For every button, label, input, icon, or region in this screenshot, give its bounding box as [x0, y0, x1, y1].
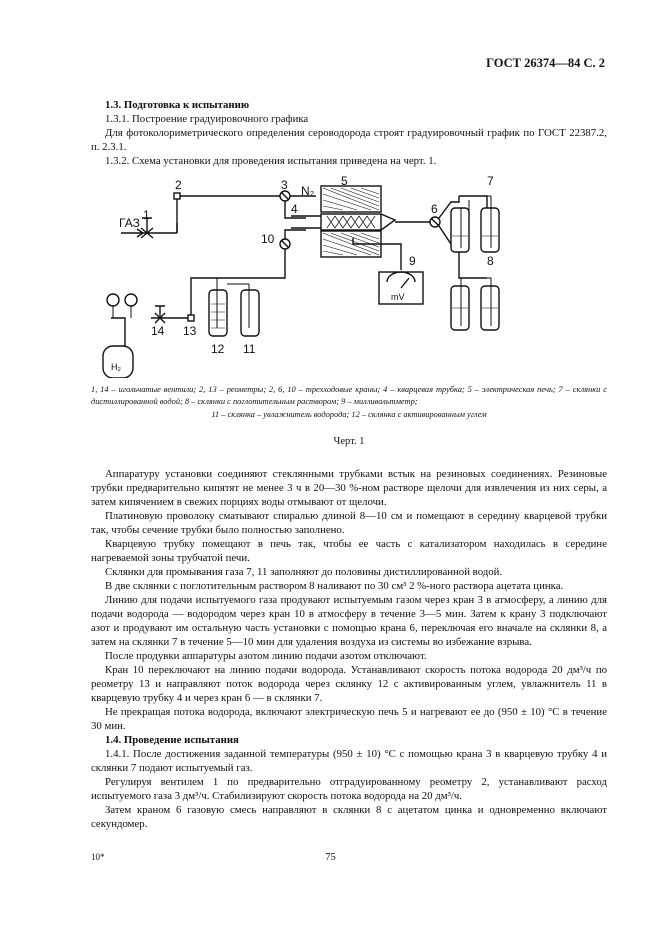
section-1-3-title: 1.3. Подготовка к испытанию: [105, 99, 250, 111]
section-1-3-1: 1.3.1. Построение градуировочного графика: [105, 113, 309, 125]
paragraph: Кварцевую трубку помещают в печь так, чтобы ее часть с катализатором находилась в середине нагреваемой зоны трубчатой печи.: [91, 537, 607, 564]
label-3: 3: [281, 178, 288, 192]
cylinder-pipe: [111, 318, 125, 346]
figure-caption: 1, 14 – игольчатые вентили; 2, 13 – реометры; 2, 6, 10 – трехходовые краны; 4 – кварцевая трубка; 5 – электрическая печь; 7 – склянки с дистиллированной водой; 8 – склянки с поглотительным раствором; 9 – милливольтметр;: [91, 385, 607, 406]
paragraph: Линию для подачи испытуемого газа продувают испытуемым газом через кран 3 в атмосферу, а линию для подачи водорода — водородом через кран 10 в атмосферу в течение 3—5 мин. Затем к крану 3 подключают азот и продувают им остальную часть установки с помощью крана 6, переключая его вначале на склянки 8, а затем на склянки 7 в течение 5—10 мин для удаления воздуха из системы во избежание взрыва.: [91, 593, 607, 648]
paragraph: Платиновую проволоку сматывают спиралью длиной 8—10 см и помещают в середину кварцевой трубки так, чтобы сечение трубки было полностью заполнено.: [91, 509, 607, 536]
valve-14-stem: [155, 306, 165, 318]
rheometer-13: [188, 315, 194, 321]
label-4: 4: [291, 202, 298, 216]
gas-line: [143, 196, 259, 233]
label-13: 13: [183, 324, 197, 338]
paragraph: В две склянки с поглотительным раствором 8 наливают по 30 см³ 2 %-ного раствора ацетата цинка.: [105, 579, 564, 592]
label-12: 12: [211, 342, 225, 356]
rheometer-2: [174, 193, 180, 199]
diagram-drawing: [91, 178, 607, 378]
tube-taper: [381, 214, 395, 230]
label-5: 5: [341, 174, 348, 188]
label-7: 7: [487, 174, 494, 188]
paragraph: Затем краном 6 газовую смесь направляют в склянки 8 с ацетатом цинка и одновременно включают секундомер.: [91, 803, 607, 830]
flask-7-inlet: [459, 196, 487, 208]
hydrogen-line: [177, 248, 285, 318]
paragraph: После продувки аппаратуры азотом линию подачи азотом отключают.: [105, 649, 427, 662]
crane-10-to-tube: [285, 230, 306, 239]
section-1-3-1-text: Для фотоколориметрического определения сероводорода строят градуировочный график по ГОСТ 22387.2, п. 2.3.1.: [91, 127, 607, 153]
label-n2: N₂: [301, 184, 315, 198]
paragraph: Склянки для промывания газа 7, 11 заполняют до половины дистиллированной водой.: [105, 565, 503, 578]
figure-title: Черт. 1: [333, 435, 365, 447]
pressure-gauge-2: [125, 294, 137, 306]
flask-12: [209, 290, 227, 336]
flask-8-inlet: [459, 252, 487, 278]
page-number: 75: [325, 852, 336, 863]
label-h2: H₂: [111, 362, 121, 372]
flask-7a: [451, 208, 469, 252]
flask-7b: [481, 208, 499, 252]
label-mv: mV: [391, 292, 405, 302]
paragraph: Не прекращая потока водорода, включают электрическую печь 5 и нагревают ее до (950 ± 10) °С в течение 30 мин.: [91, 705, 607, 732]
flask-11: [241, 290, 259, 336]
label-10: 10: [261, 232, 275, 246]
label-11: 11: [243, 342, 256, 356]
label-6: 6: [431, 202, 438, 216]
label-gas: ГАЗ: [119, 216, 140, 230]
paragraph: Кран 10 переключают на линию подачи водорода. Устанавливают скорость потока водорода 20 дм³/ч по реометру 13 и направляют поток водорода через склянку 12 с активированным углем, увлажнитель 11 в кварцевую трубку 4 и через кран 6 — в склянки 7.: [91, 663, 607, 704]
page-content: [91, 98, 607, 831]
page-header: ГОСТ 26374—84 С. 2: [486, 56, 605, 70]
figure-caption-last: 11 – склянка – увлажнитель водорода; 12 – склянка с активированным углем: [211, 410, 487, 419]
paragraph: Регулируя вентилем 1 по предварительно отградуированному реометру 2, устанавливают расход испытуемого газа 3 дм³/ч. Стабилизируют скорость потока водорода на 20 дм³/ч.: [91, 775, 607, 802]
footer-mark: 10*: [91, 852, 105, 862]
label-14: 14: [151, 324, 165, 338]
label-9: 9: [409, 254, 416, 268]
paragraph: Аппаратуру установки соединяют стеклянными трубками встык на резиновых соединениях. Резиновые трубки предварительно кипятят не менее 3 ч в 20—30 %-ном растворе щелочи для извлечения из них серы, а затем кипячением в свежих порциях воды отмывают от щелочи.: [91, 467, 607, 508]
apparatus-diagram: [91, 174, 607, 378]
section-1-3-2: 1.3.2. Схема установки для проведения испытания приведена на черт. 1.: [105, 155, 437, 167]
label-2: 2: [175, 178, 182, 192]
pressure-gauge-1: [107, 294, 119, 306]
label-1: 1: [143, 208, 150, 222]
label-8: 8: [487, 254, 494, 268]
paragraph: 1.4.1. После достижения заданной температуры (950 ± 10) °С с помощью крана 3 в кварцевую трубку 4 и склянки 7 подают испытуемый газ.: [91, 747, 607, 774]
section-1-4-title: 1.4. Проведение испытания: [105, 733, 239, 746]
